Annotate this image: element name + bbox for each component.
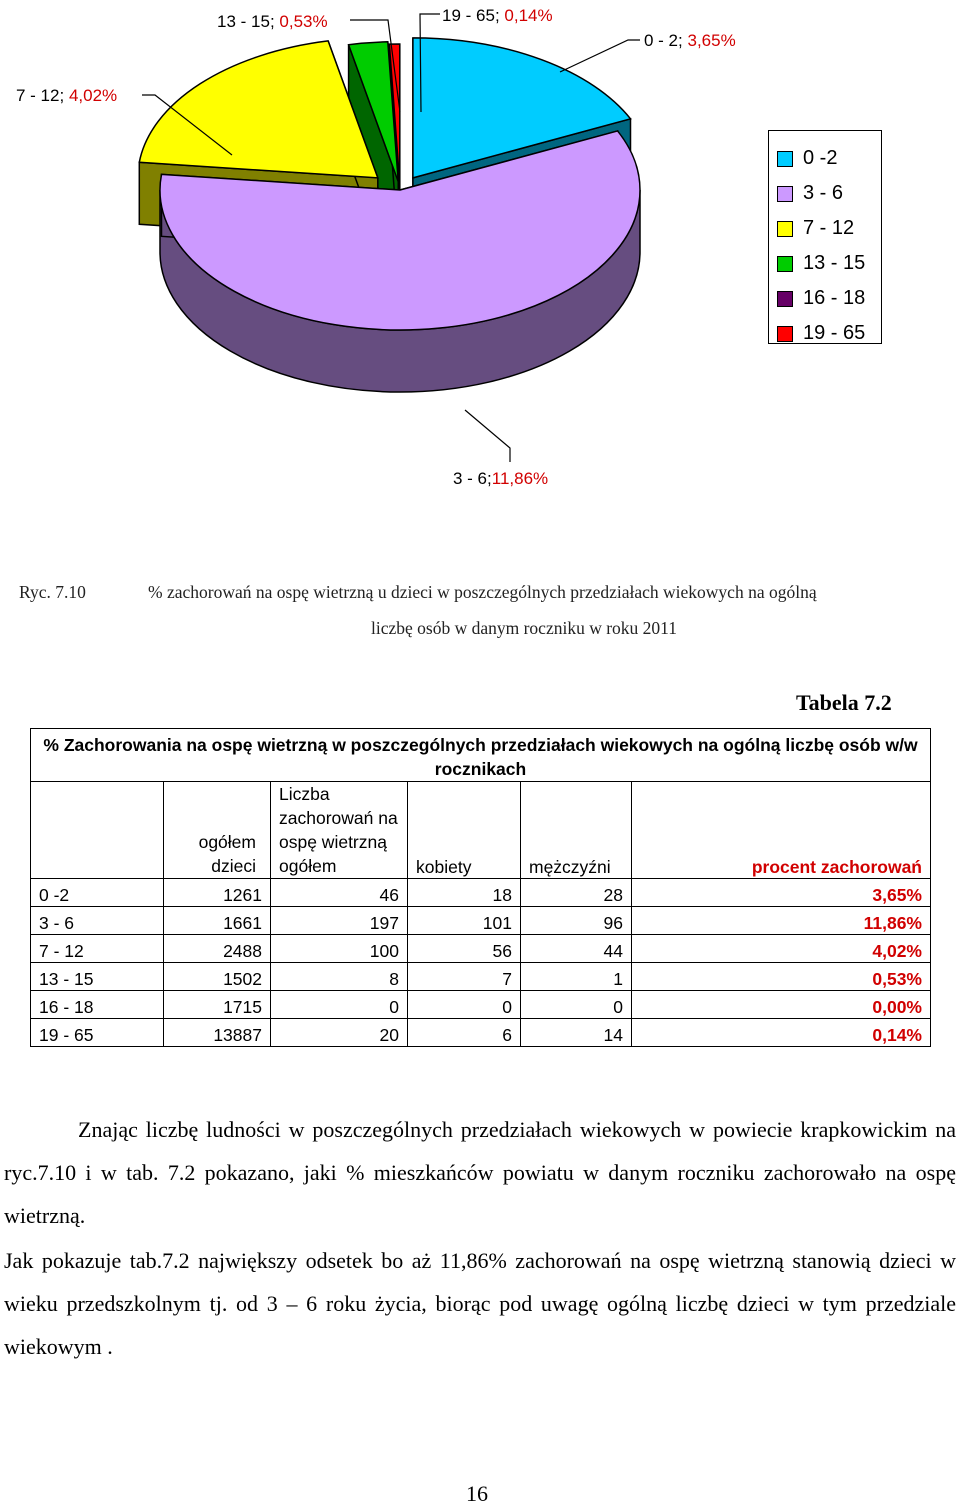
row-cases: 20 [271,1019,408,1047]
row-total: 2488 [164,935,271,963]
table-header-row [31,782,931,879]
row-percent: 0,53% [632,963,931,991]
row-men: 1 [521,963,632,991]
table-row [31,963,931,991]
row-percent: 0,14% [632,1019,931,1047]
row-percent: 11,86% [632,907,931,935]
legend-item-19-65: 19 - 65 [769,316,881,351]
figure-number: Ryc. 7.10 [19,582,86,602]
row-percent: 3,65% [632,879,931,907]
header-cases: Liczba zachorowań na ospę wietrzną ogółem [271,782,408,879]
row-women: 7 [408,963,521,991]
row-total: 13887 [164,1019,271,1047]
table-row [31,907,931,935]
legend-swatch [777,151,793,167]
row-men: 28 [521,879,632,907]
row-cases: 197 [271,907,408,935]
table-title: % Zachorowania na ospę wietrzną w poszczególnych przedziałach wiekowych na ogólną liczbę osób w/w rocznikach [31,729,931,782]
row-cases: 0 [271,991,408,1019]
slice-7-12 [139,41,377,178]
legend-swatch [777,326,793,342]
row-women: 6 [408,1019,521,1047]
header-percent: procent zachorowań [632,782,931,879]
row-total: 1661 [164,907,271,935]
row-range: 0 -2 [31,879,164,907]
paragraph-2: Jak pokazuje tab.7.2 największy odsetek bo aż 11,86% zachorowań na ospę wietrzną stanowią dzieci w wieku przedszkolnym tj. od 3 – 6 roku życia, biorąc pod uwagę ogólną liczbę dzieci w tym przedziale wiekowym . [4,1248,956,1359]
row-men: 14 [521,1019,632,1047]
table-label: Tabela 7.2 [796,690,892,715]
row-cases: 100 [271,935,408,963]
row-total: 1261 [164,879,271,907]
data-label-0-2: 0 - 2; 3,65% [644,31,736,50]
header-women: kobiety [408,782,521,879]
row-range: 19 - 65 [31,1019,164,1047]
row-percent: 4,02% [632,935,931,963]
data-table [30,728,931,1047]
leader-line-3-6 [465,410,510,462]
header-men: mężczyźni [521,782,632,879]
table-row [31,1019,931,1047]
page-number: 16 [466,1481,488,1506]
row-percent: 0,00% [632,991,931,1019]
legend-swatch [777,256,793,272]
figure-caption-line2: liczbę osób w danym roczniku w roku 2011 [371,618,678,638]
row-total: 1502 [164,963,271,991]
paragraph-1: Znając liczbę ludności w poszczególnych przedziałach wiekowych w powiecie krapkowickim na ryc.7.10 i w tab. 7.2 pokazano, jaki % mieszkańców powiatu w danym roczniku zachorowało na ospę wietrzną. [4,1117,956,1228]
row-men: 0 [521,991,632,1019]
legend-item-13-15: 13 - 15 [769,246,881,281]
row-range: 7 - 12 [31,935,164,963]
row-women: 101 [408,907,521,935]
row-cases: 8 [271,963,408,991]
legend-item-16-18: 16 - 18 [769,281,881,316]
data-label-19-65: 19 - 65; 0,14% [442,6,553,25]
data-label-13-15: 13 - 15; 0,53% [217,12,328,31]
row-men: 44 [521,935,632,963]
data-label-7-12: 7 - 12; 4,02% [16,86,118,105]
data-label-3-6: 3 - 6;11,86% [453,469,549,488]
row-range: 13 - 15 [31,963,164,991]
row-women: 56 [408,935,521,963]
figure-caption-line1: % zachorowań na ospę wietrzną u dzieci w poszczególnych przedziałach wiekowych na ogólną [148,582,817,602]
row-cases: 46 [271,879,408,907]
legend-swatch [777,291,793,307]
header-total: ogółem dzieci [164,782,271,879]
table-row [31,879,931,907]
legend-item-7-12: 7 - 12 [769,211,881,246]
table-row [31,935,931,963]
chart-legend [768,130,882,344]
row-range: 16 - 18 [31,991,164,1019]
legend-swatch [777,186,793,202]
legend-swatch [777,221,793,237]
legend-item-3-6: 3 - 6 [769,176,881,211]
row-range: 3 - 6 [31,907,164,935]
leader-line-0-2 [560,40,640,72]
header-range [31,782,164,879]
row-women: 0 [408,991,521,1019]
row-men: 96 [521,907,632,935]
row-total: 1715 [164,991,271,1019]
table-row [31,991,931,1019]
legend-item-0-2: 0 -2 [769,141,881,176]
row-women: 18 [408,879,521,907]
